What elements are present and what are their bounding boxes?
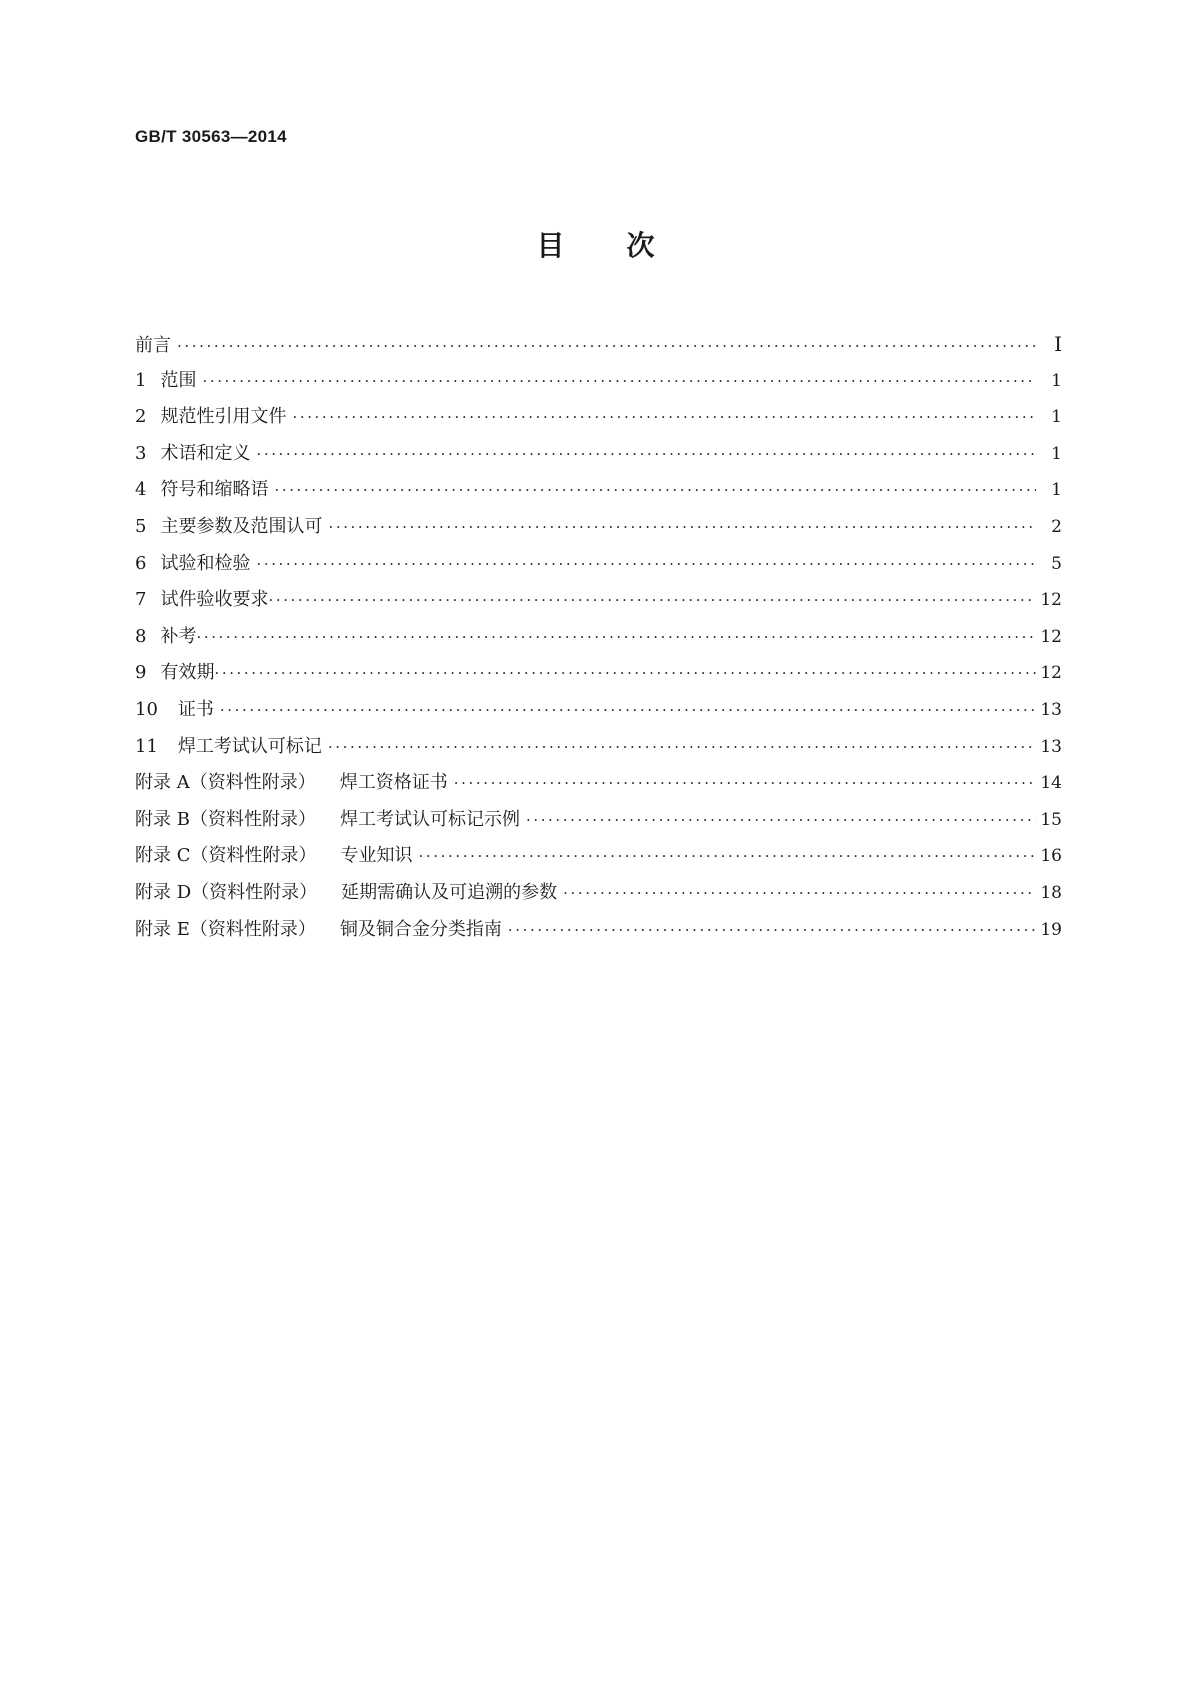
- toc-dot-leader: [292, 399, 1036, 436]
- toc-entry-annex-b[interactable]: [135, 802, 1062, 839]
- toc-entry-annex-c[interactable]: [135, 838, 1062, 875]
- toc-entry-title: 焊工资格证书: [339, 772, 448, 794]
- toc-dot-leader: [328, 509, 1036, 546]
- toc-entry-9[interactable]: [135, 655, 1062, 692]
- toc-entry-title: 铜及铜合金分类指南: [339, 918, 502, 940]
- toc-page-number: 1: [1051, 407, 1062, 428]
- toc-entry-number: 8: [135, 625, 147, 647]
- toc-entry-label: [135, 472, 274, 509]
- toc-entry-11[interactable]: [135, 729, 1062, 766]
- toc-entry-label: [135, 546, 256, 583]
- toc-entry-annex-a[interactable]: [135, 765, 1062, 802]
- toc-entry-label: [135, 399, 292, 436]
- toc-page-number: 1: [1051, 443, 1062, 464]
- toc-dot-leader: [214, 655, 1036, 692]
- toc-entry-label: [135, 363, 202, 400]
- toc-entry-number: 3: [135, 442, 147, 464]
- toc-dot-leader: [202, 363, 1036, 400]
- toc-dot-leader: [177, 328, 1036, 365]
- toc-entry-title: 焊工考试认可标记: [177, 735, 322, 757]
- toc-entry-10[interactable]: [135, 692, 1062, 729]
- toc-dot-leader: [220, 692, 1036, 729]
- toc-entry-label: [135, 912, 508, 949]
- toc-entry-2[interactable]: [135, 399, 1062, 436]
- toc-entry-number: 5: [135, 515, 147, 537]
- toc-dot-leader: [454, 765, 1036, 802]
- toc-entry-number: 2: [135, 406, 147, 428]
- toc-entry-annex-d[interactable]: [135, 875, 1062, 912]
- toc-page-number: 1: [1051, 480, 1062, 501]
- toc-page-number: 19: [1040, 919, 1062, 940]
- toc-entry-title: 焊工考试认可标记示例: [339, 808, 520, 830]
- toc-entry-title: 补考: [160, 625, 197, 647]
- toc-annex-designation: 附录 D（资料性附录）: [135, 881, 318, 903]
- toc-entry-title: 主要参数及范围认可: [160, 515, 323, 537]
- page-title: 目次: [536, 229, 717, 262]
- toc-entry-label: [135, 619, 196, 656]
- toc-entry-title: 证书: [177, 698, 214, 720]
- toc-dot-leader: [256, 546, 1036, 583]
- toc-page-number: 18: [1040, 882, 1062, 903]
- toc-page-number: 12: [1040, 626, 1062, 647]
- toc-page-number: 12: [1040, 590, 1062, 611]
- toc-entry-label: [135, 436, 256, 473]
- toc-dot-leader: [268, 582, 1036, 619]
- toc-annex-designation: 附录 C（资料性附录）: [135, 845, 317, 867]
- toc-entry-label: [135, 765, 454, 802]
- toc-page-number: 14: [1040, 773, 1062, 794]
- toc-annex-designation: 附录 B（资料性附录）: [135, 808, 316, 830]
- toc-dot-leader: [419, 838, 1037, 875]
- toc-entry-label: [135, 838, 419, 875]
- toc-entry-6[interactable]: [135, 546, 1062, 583]
- toc-entry-label: [135, 692, 220, 729]
- standard-code: GB/T 30563—2014: [135, 127, 287, 146]
- toc-page-number: 5: [1051, 553, 1062, 574]
- toc-entry-title: 术语和定义: [160, 442, 251, 464]
- toc-entry-title: 试验和检验: [160, 552, 251, 574]
- toc-dot-leader: [196, 619, 1036, 656]
- toc-entry-title: 延期需确认及可追溯的参数: [341, 881, 558, 903]
- toc-annex-designation: 附录 E（资料性附录）: [135, 918, 316, 940]
- toc-entry-number: 1: [135, 369, 147, 391]
- toc-entry-number: 9: [135, 662, 147, 684]
- toc-entry-title: 符号和缩略语: [160, 479, 269, 501]
- toc-entry-1[interactable]: [135, 363, 1062, 400]
- toc-dot-leader: [508, 912, 1036, 949]
- toc-entry-number: 6: [135, 552, 147, 574]
- toc-page-number: 13: [1040, 699, 1062, 720]
- toc-page-number: 12: [1040, 663, 1062, 684]
- toc-page-number: Ⅰ: [1054, 332, 1062, 356]
- toc-entry-annex-e[interactable]: [135, 912, 1062, 949]
- toc-entry-number: 11: [135, 735, 158, 757]
- toc-dot-leader: [328, 729, 1036, 766]
- toc-entry-4[interactable]: [135, 472, 1062, 509]
- toc-entry-title: 前言: [135, 335, 171, 356]
- toc-entry-8[interactable]: [135, 619, 1062, 656]
- toc-page-number: 1: [1051, 370, 1062, 391]
- toc-page-number: 15: [1040, 809, 1062, 830]
- toc-entry-foreword[interactable]: [135, 326, 1062, 363]
- toc-entry-label: [135, 875, 563, 912]
- toc-entry-number: 4: [135, 479, 147, 501]
- toc-entry-label: [135, 655, 214, 692]
- toc-entry-title: 有效期: [160, 662, 215, 684]
- toc-dot-leader: [256, 436, 1036, 473]
- toc-dot-leader: [526, 802, 1036, 839]
- toc-entry-7[interactable]: [135, 582, 1062, 619]
- toc-page-number: 16: [1040, 846, 1062, 867]
- toc-entry-title: 规范性引用文件: [160, 406, 287, 428]
- toc-entry-label: [135, 729, 328, 766]
- toc-page-number: 13: [1040, 736, 1062, 757]
- toc-entry-3[interactable]: [135, 436, 1062, 473]
- toc-entry-title: 试件验收要求: [160, 589, 269, 611]
- toc-entry-number: 10: [135, 698, 158, 720]
- toc-entry-label: [135, 582, 268, 619]
- toc-dot-leader: [563, 875, 1036, 912]
- toc-entry-number: 7: [135, 589, 147, 611]
- table-of-contents: [135, 326, 1062, 948]
- toc-entry-label: [135, 802, 526, 839]
- toc-entry-title: 范围: [160, 369, 197, 391]
- toc-entry-label: [135, 328, 177, 365]
- toc-annex-designation: 附录 A（资料性附录）: [135, 772, 316, 794]
- toc-entry-5[interactable]: [135, 509, 1062, 546]
- toc-entry-title: 专业知识: [340, 845, 413, 867]
- toc-page-number: 2: [1051, 516, 1062, 537]
- toc-dot-leader: [274, 472, 1036, 509]
- toc-entry-label: [135, 509, 328, 546]
